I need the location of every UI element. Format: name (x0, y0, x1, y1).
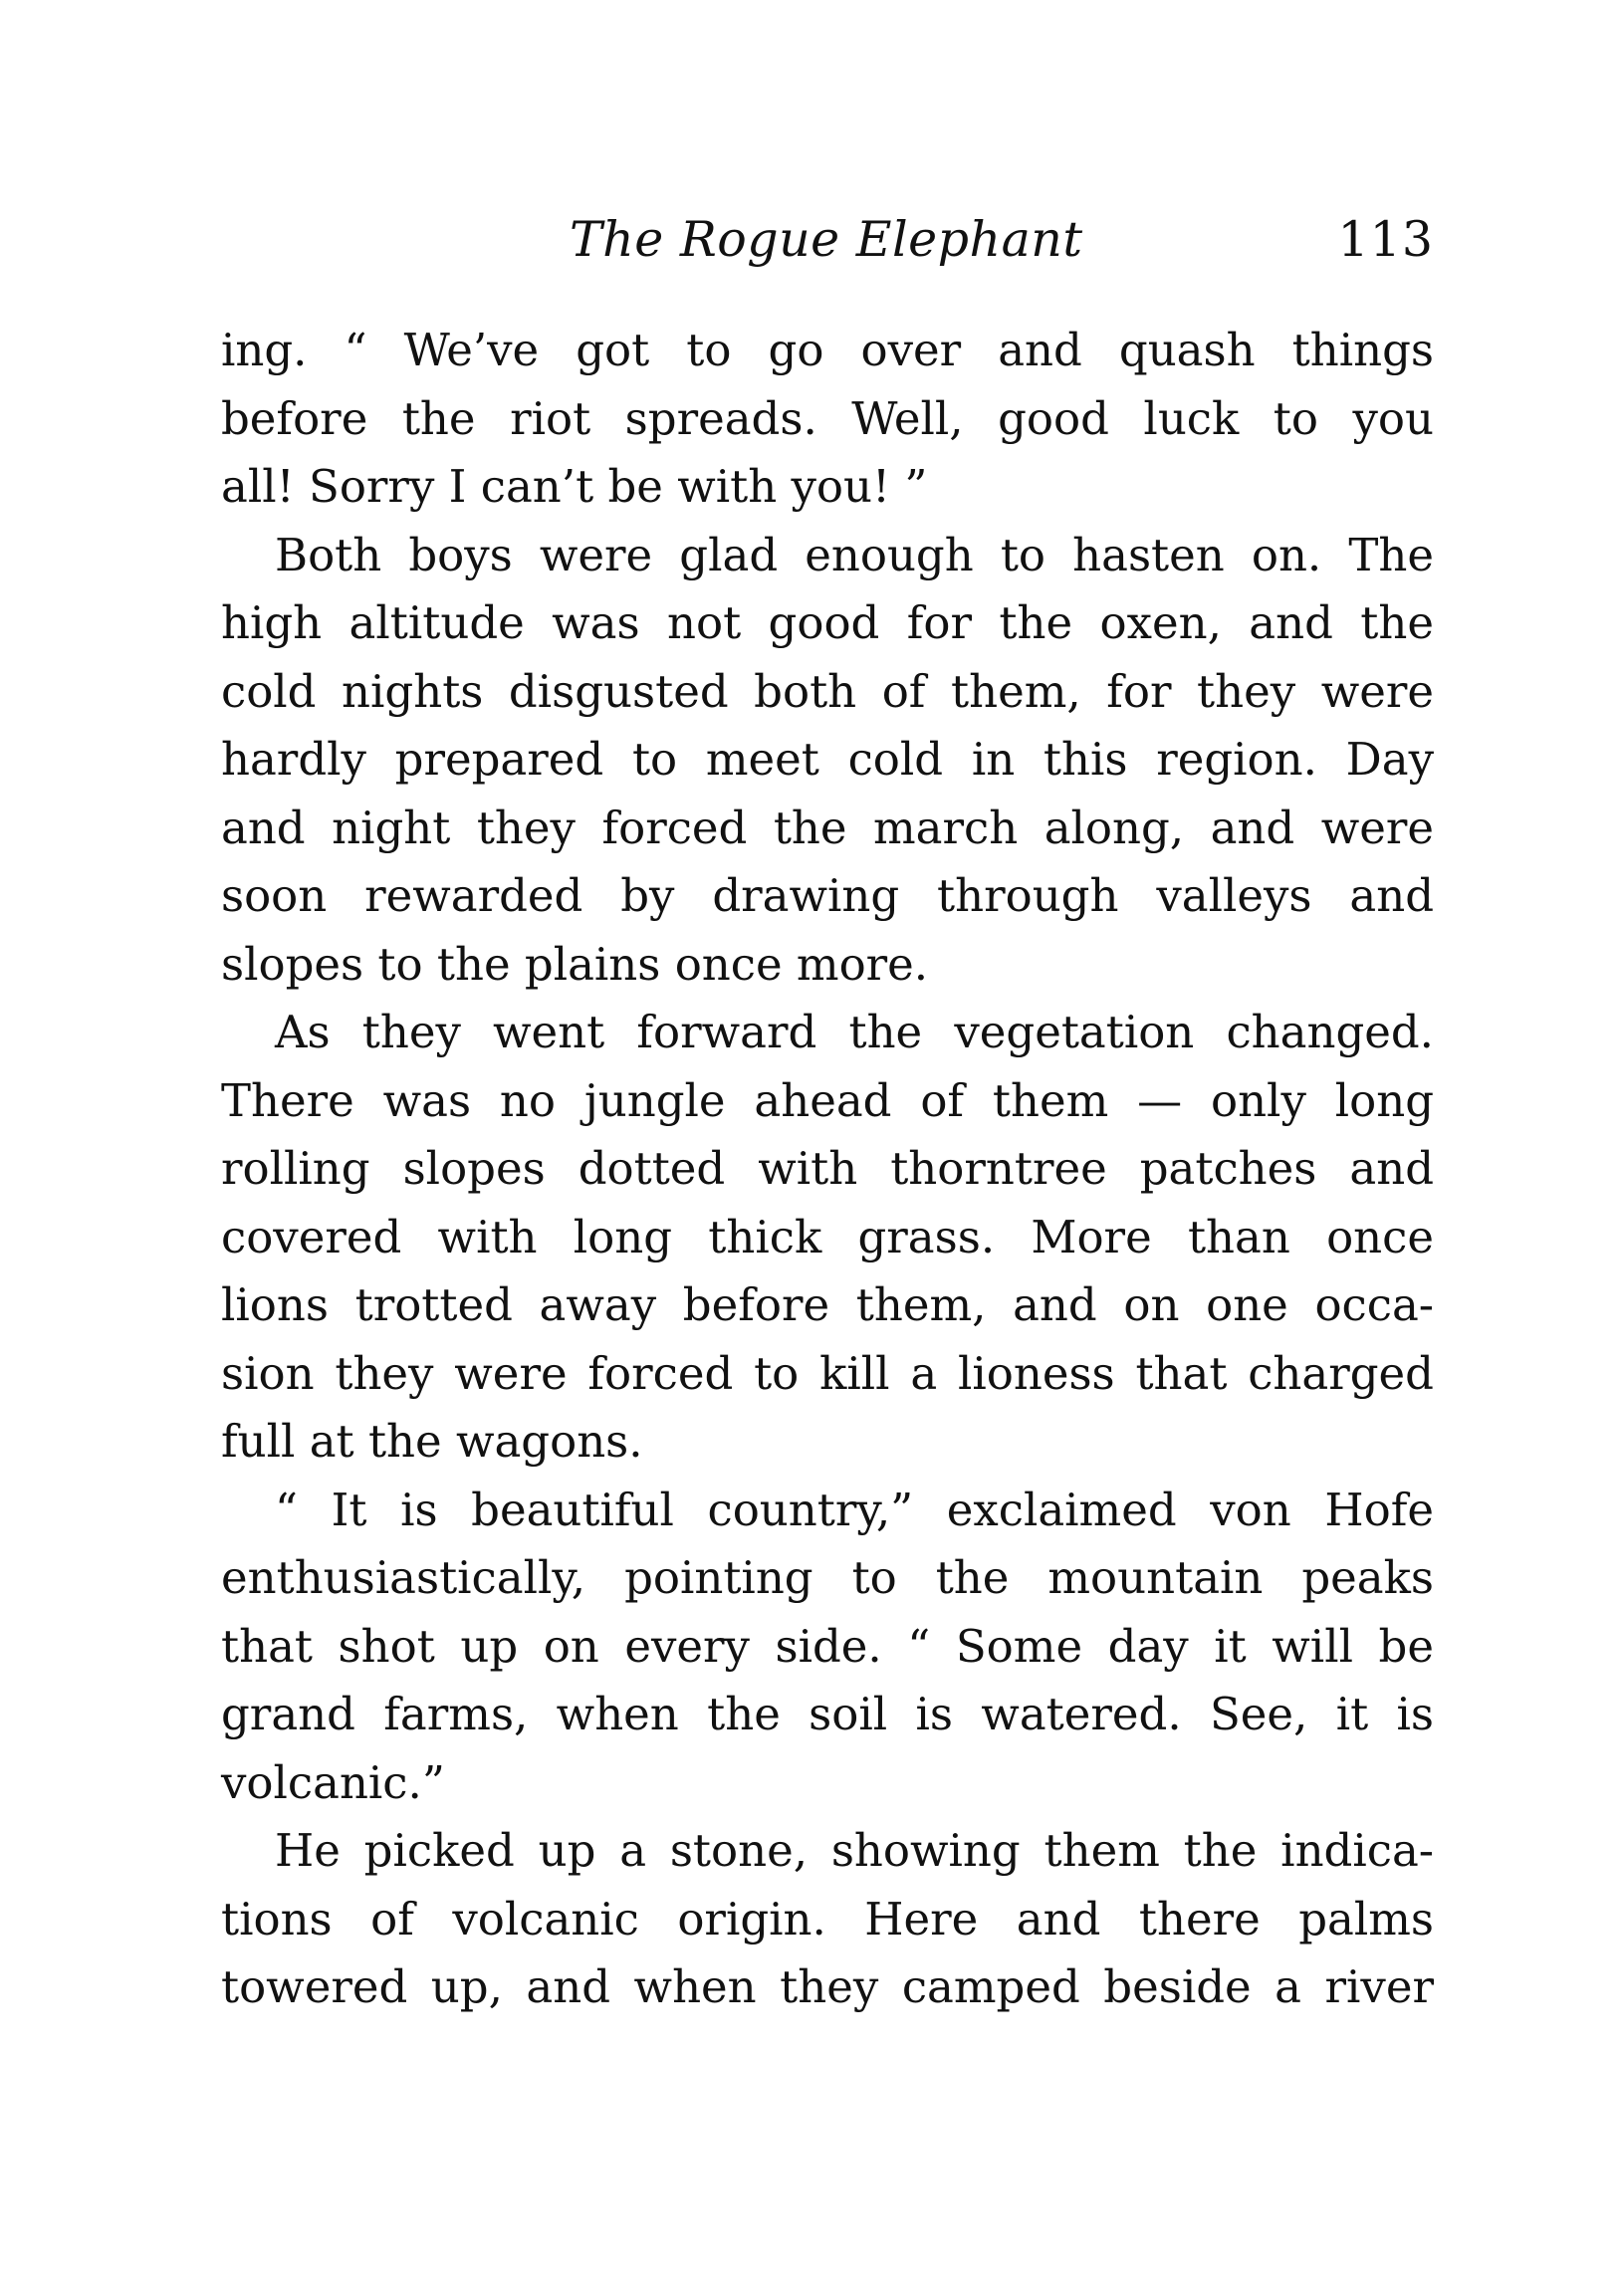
text-line: soon rewarded by drawing through valleys and (221, 869, 1434, 922)
text-line: There was no jungle ahead of them — only long (221, 1073, 1434, 1127)
text-line: and night they forced the march along, and were (221, 801, 1434, 854)
body-text (221, 317, 1434, 2022)
text-line: hardly prepared to meet cold in this region. Day (221, 733, 1434, 786)
text-line: Both boys were glad enough to hasten on. The (275, 528, 1434, 581)
text-line: “ It is beautiful country,” exclaimed von Hofe (275, 1483, 1434, 1536)
text-line: that shot up on every side. “ Some day it will be (221, 1619, 1434, 1673)
text-line: rolling slopes dotted with thorntree patches and (221, 1142, 1434, 1195)
text-line: lions trotted away before them, and on one occa- (221, 1278, 1434, 1331)
running-title: The Rogue Elephant (570, 211, 1083, 268)
text-line: high altitude was not good for the oxen, and the (221, 596, 1434, 649)
text-line: enthusiastically, pointing to the mountain peaks (221, 1551, 1434, 1604)
text-line: cold nights disgusted both of them, for they were (221, 664, 1434, 718)
text-line: He picked up a stone, showing them the indica- (275, 1824, 1434, 1877)
text-line: towered up, and when they camped beside a river (221, 1960, 1434, 2013)
text-line: before the riot spreads. Well, good luck to you (221, 391, 1434, 445)
text-line: full at the wagons. (221, 1415, 643, 1468)
page-header (221, 205, 1434, 275)
text-line: covered with long thick grass. More than once (221, 1210, 1434, 1263)
text-line: tions of volcanic origin. Here and there palms (221, 1892, 1434, 1946)
text-line: grand farms, when the soil is watered. See, it is (221, 1688, 1434, 1740)
text-line: ing. “ We’ve got to go over and quash things (221, 324, 1434, 376)
text-line: volcanic.” (221, 1755, 445, 1809)
text-line: sion they were forced to kill a lioness that charged (221, 1346, 1434, 1400)
text-line: slopes to the plains once more. (221, 937, 929, 991)
text-line: As they went forward the vegetation changed. (275, 1006, 1434, 1058)
page-number: 113 (1337, 211, 1434, 268)
text-line: all! Sorry I can’t be with you! ” (221, 460, 928, 513)
